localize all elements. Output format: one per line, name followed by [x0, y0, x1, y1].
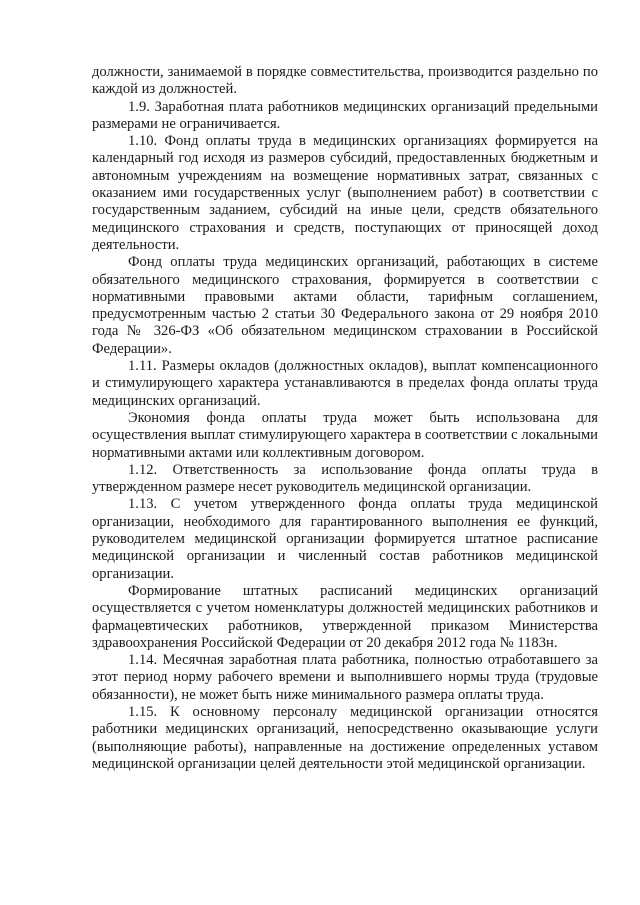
paragraph-continuation: должности, занимаемой в порядке совместительства, производится раздельно по каждой из должностей.: [92, 64, 598, 98]
paragraph-1-12: 1.12. Ответственность за использование фонда оплаты труда в утвержденном размере несет руководитель медицинской организации.: [92, 461, 598, 496]
paragraph-1-15: 1.15. К основному персоналу медицинской организации относятся работники медицинских организаций, непосредственно оказывающие услуги (выполняющие работы), направленные на достижение определенных уставом медицинской организации целей деятельности этой медицинской организации.: [92, 703, 598, 772]
paragraph-1-10: 1.10. Фонд оплаты труда в медицинских организациях формируется на календарный год исходя из размеров субсидий, предоставленных бюджетным и автономным учреждениям на возмещение нормативных затрат, связанных с оказанием ими государственных услуг (выполнением работ) в соответствии с государственным заданием, субсидий на иные цели, средств обязательного медицинского страхования и средств, поступающих от приносящей доход деятельности.: [92, 133, 598, 253]
paragraph-1-11: 1.11. Размеры окладов (должностных окладов), выплат компенсационного и стимулирующего характера устанавливаются в пределах фонда оплаты труда медицинских организаций.: [92, 358, 598, 409]
paragraph-1-14: 1.14. Месячная заработная плата работника, полностью отработавшего за этот период норму рабочего времени и выполнившего нормы труда (трудовые обязанности), не может быть ниже минимального размера оплаты труда.: [92, 652, 598, 703]
paragraph-1-9: 1.9. Заработная плата работников медицинских организаций предельными размерами не ограничивается.: [92, 98, 598, 132]
document-page: [92, 64, 598, 773]
paragraph-1-13-staffing: Формирование штатных расписаний медицинских организаций осуществляется с учетом номенклатуры должностей медицинских работников и фармацевтических работников, утвержденной приказом Министерства здравоохранения Российской Федерации от 20 декабря 2012 года № 1183н.: [92, 582, 598, 651]
paragraph-1-10-fund: Фонд оплаты труда медицинских организаций, работающих в системе обязательного медицинского страхования, формируется в соответствии с нормативными правовыми актами области, тарифным соглашением, предусмотренным частью 2 статьи 30 Федерального закона от 29 ноября 2010 года № 326-ФЗ «Об обязательном медицинском страховании в Российской Федерации».: [92, 254, 598, 357]
paragraph-1-11-savings: Экономия фонда оплаты труда может быть использована для осуществления выплат стимулирующего характера в соответствии с локальными нормативными актами или коллективным договором.: [92, 409, 598, 461]
paragraph-1-13: 1.13. С учетом утвержденного фонда оплаты труда медицинской организации, необходимого для гарантированного выполнения ее функций, руководителем медицинской организации формируется штатное расписание медицинской организации и численный состав работников медицинской организации.: [92, 496, 598, 582]
